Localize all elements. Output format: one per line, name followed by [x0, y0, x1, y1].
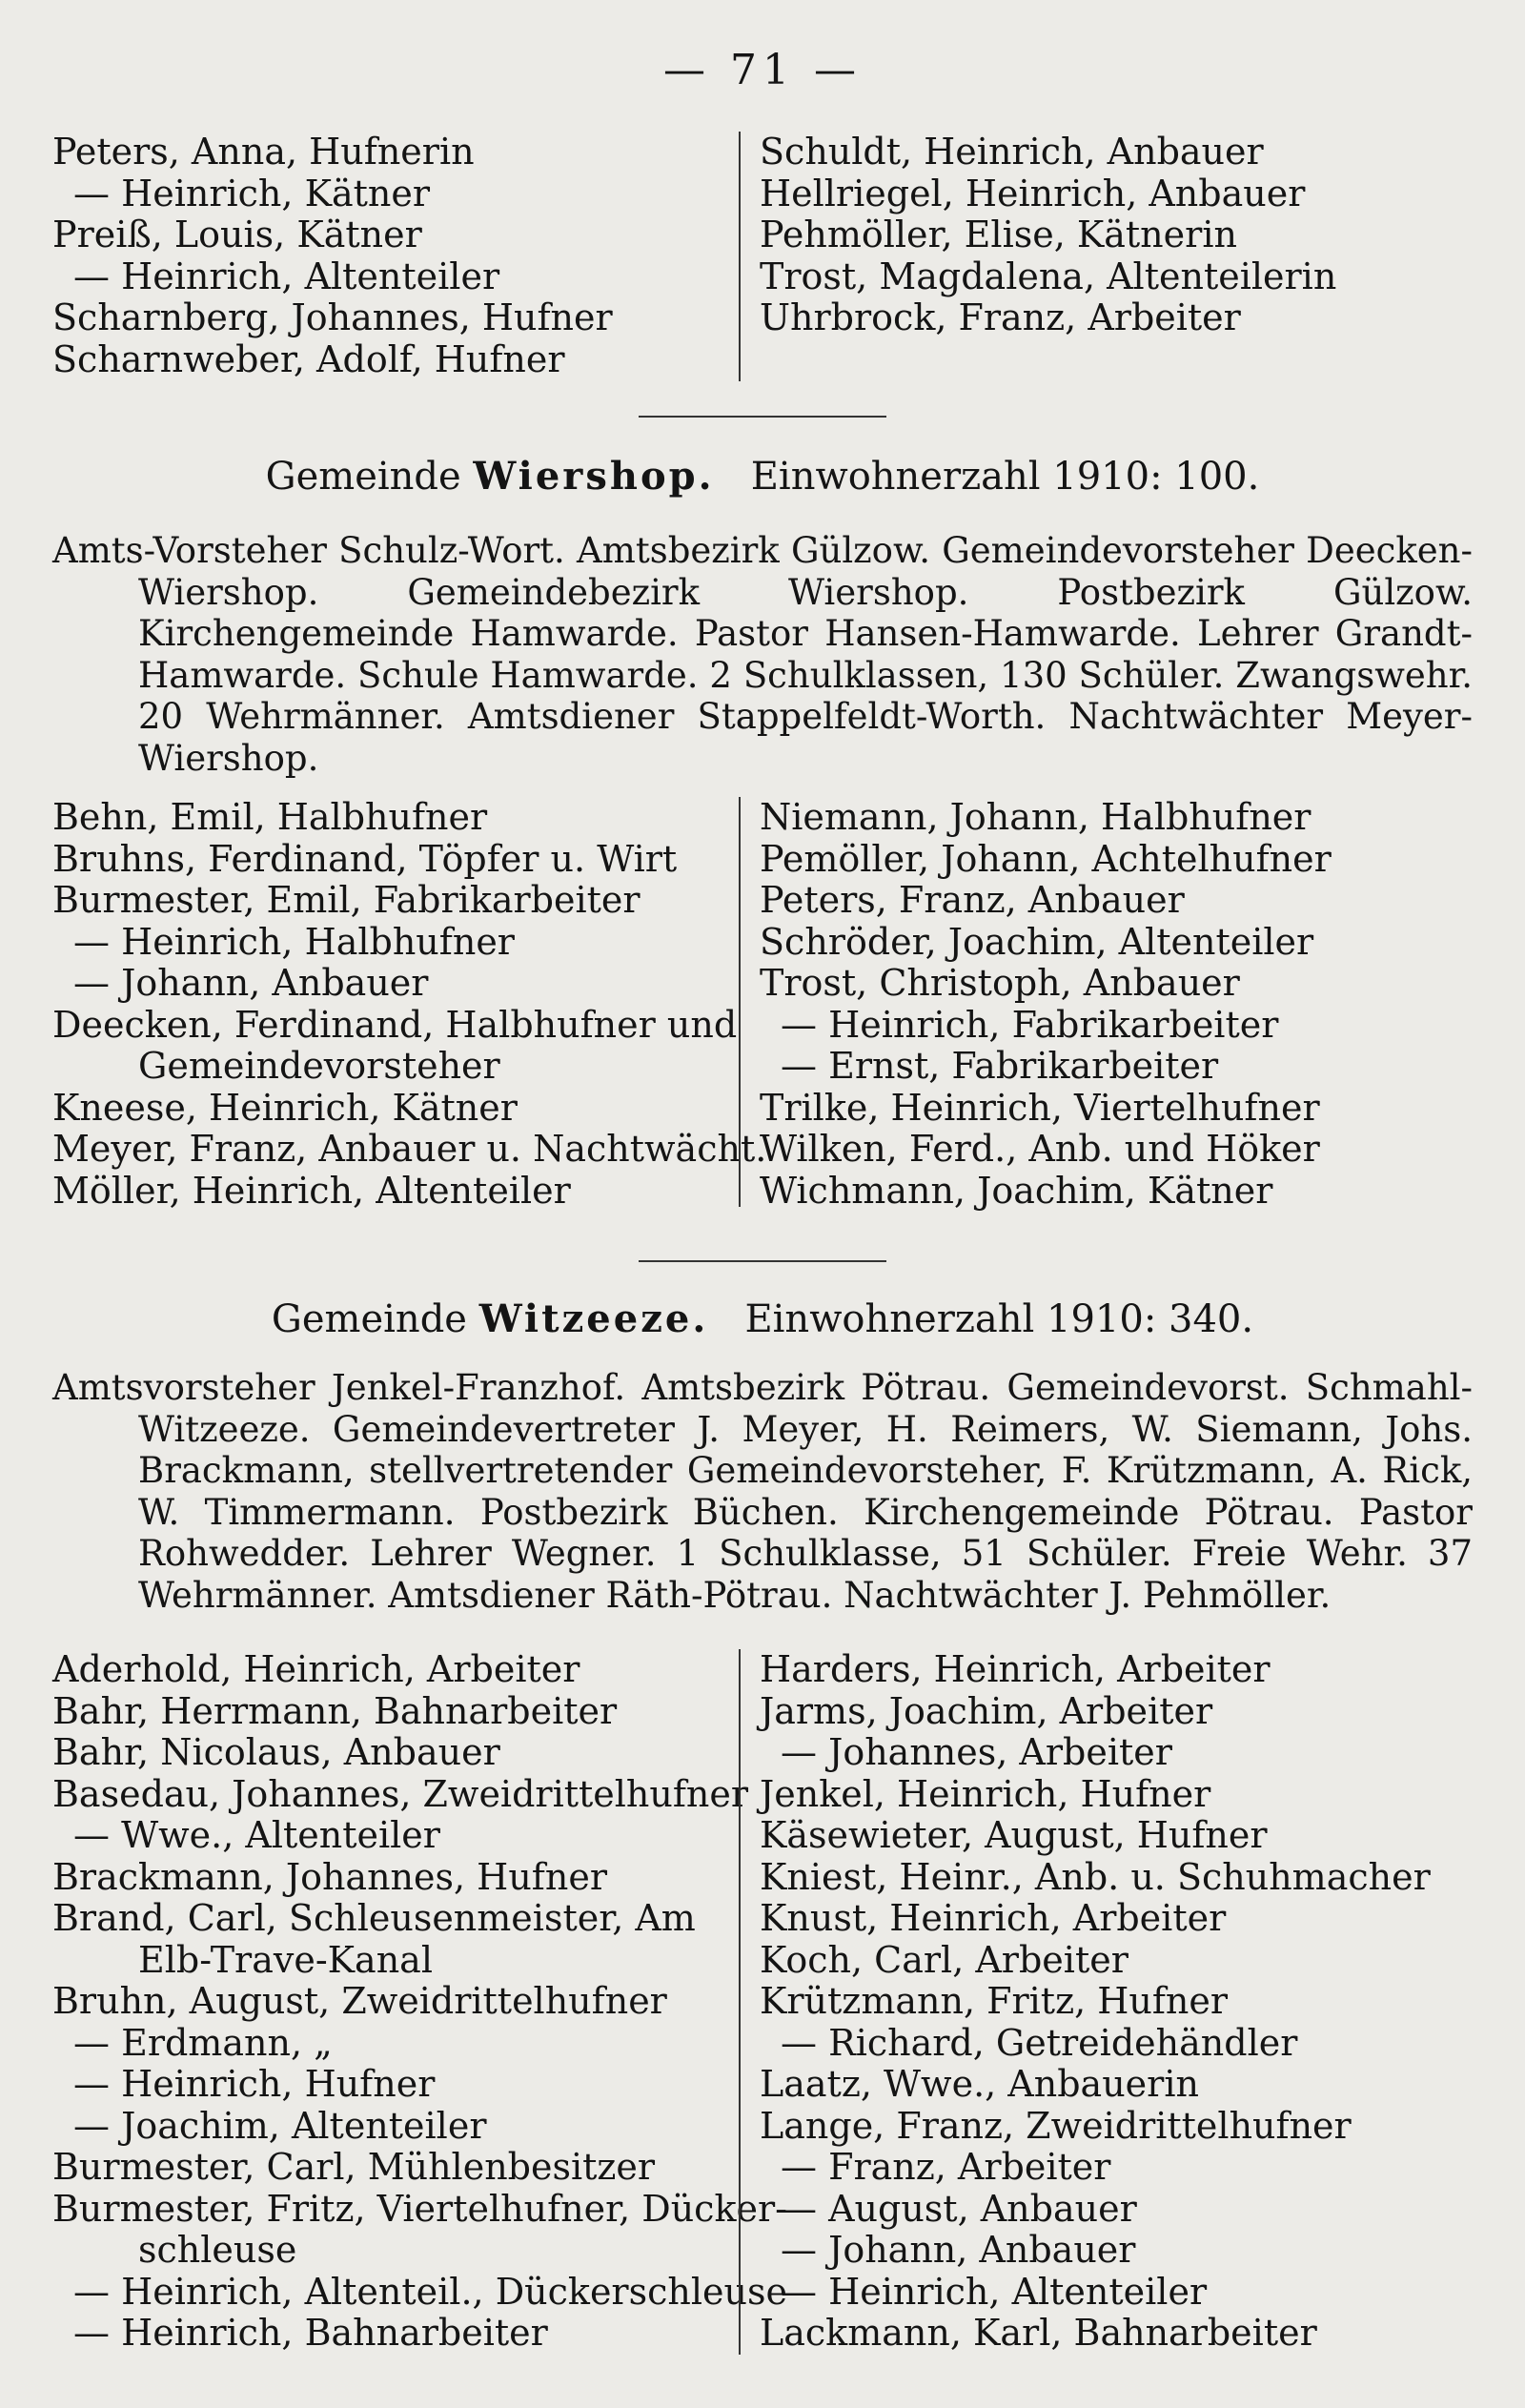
top-columns: [52, 132, 1446, 381]
list-entry: Schröder, Joachim, Altenteiler: [760, 920, 1314, 963]
list-entry: Aderhold, Heinrich, Arbeiter: [52, 1648, 580, 1690]
list-entry: Laatz, Wwe., Anbauerin: [760, 2063, 1199, 2105]
heading-place: Witzeeze.: [478, 1296, 709, 1341]
list-entry: Uhrbrock, Franz, Arbeiter: [760, 296, 1241, 338]
list-entry: Bahr, Nicolaus, Anbauer: [52, 1731, 500, 1773]
heading-population: Einwohnerzahl 1910: 340.: [744, 1297, 1254, 1341]
list-entry: Lackmann, Karl, Bahnarbeiter: [760, 2312, 1317, 2354]
page-number: — 71 —: [663, 46, 862, 94]
list-entry: Brackmann, Johannes, Hufner: [52, 1855, 607, 1898]
list-entry: Peters, Franz, Anbauer: [760, 879, 1185, 921]
list-entry: Möller, Heinrich, Altenteiler: [52, 1169, 571, 1212]
list-entry: — Heinrich, Altenteil., Dückerschleuse: [73, 2270, 787, 2313]
list-entry: Pehmöller, Elise, Kätnerin: [760, 214, 1237, 255]
list-entry: Scharnberg, Johannes, Hufner: [52, 296, 613, 338]
list-entry: Pemöller, Johann, Achtelhufner: [760, 837, 1332, 880]
list-entry: — Wwe., Altenteiler: [73, 1814, 440, 1856]
list-entry: Trost, Magdalena, Altenteilerin: [760, 255, 1337, 297]
list-entry: — Johann, Anbauer: [73, 962, 429, 1004]
list-entry: Bruhns, Ferdinand, Töpfer u. Wirt: [52, 837, 678, 880]
wiershop-right-column: [741, 797, 1446, 1212]
list-entry: — Heinrich, Hufner: [73, 2063, 436, 2105]
section-heading-witzeeze: [0, 1296, 1525, 1341]
list-entry: Gemeindevorsteher: [138, 1045, 500, 1087]
list-entry: Kniest, Heinr., Anb. u. Schuhmacher: [760, 1855, 1431, 1898]
wiershop-left-column: [52, 796, 767, 1212]
heading-population: Einwohnerzahl 1910: 100.: [750, 455, 1260, 499]
list-entry: — Erdmann, „: [73, 2021, 333, 2064]
paragraph-text: Amts-Vorsteher Schulz-Wort. Amtsbezirk Gülzow. Gemeindevorsteher Deecken-Wiershop. Gemeindebezirk Wiershop. Postbezirk Gülzow. Kirchengemeinde Hamwarde. Pastor Hansen-Hamwarde. Lehrer Grandt-Hamwarde. Schule Hamwarde. 2 Schulklassen, 130 Schüler. Zwangswehr. 20 Wehrmänner. Amtsdiener Stappelfeldt-Worth. Nachtwächter Meyer-Wiershop.: [52, 530, 1473, 779]
list-entry: Bahr, Herrmann, Bahnarbeiter: [52, 1689, 618, 1732]
list-entry: Elb-Trave-Kanal: [138, 1938, 433, 1981]
list-entry: Harders, Heinrich, Arbeiter: [760, 1648, 1271, 1690]
list-entry: Bruhn, August, Zweidrittelhufner: [52, 1980, 667, 2022]
heading-place: Wiershop.: [473, 454, 715, 499]
list-entry: Deecken, Ferdinand, Halbhufner und: [52, 1003, 738, 1046]
list-entry: Peters, Anna, Hufnerin: [52, 131, 475, 173]
section-heading-wiershop: [0, 454, 1525, 499]
wiershop-columns: [52, 797, 1446, 1212]
list-entry: — Johann, Anbauer: [781, 2229, 1136, 2271]
paragraph-text: Amtsvorsteher Jenkel-Franzhof. Amtsbezirk Pötrau. Gemeindevorst. Schmahl-Witzeeze. Gemeindevertreter J. Meyer, H. Reimers, W. Siemann, Johs. Brackmann, stellvertretender Gemeindevorsteher, F. Krützmann, A. Rick, W. Timmermann. Postbezirk Büchen. Kirchengemeinde Pötrau. Pastor Rohwedder. Lehrer Wegner. 1 Schulklasse, 51 Schüler. Freie Wehr. 37 Wehrmänner. Amtsdiener Räth-Pötrau. Nachtwächter J. Pehmöller.: [52, 1367, 1473, 1616]
section-paragraph-wiershop: [52, 530, 1473, 779]
top-left-column: [52, 132, 739, 381]
list-entry: Burmester, Emil, Fabrikarbeiter: [52, 879, 640, 921]
list-entry: — Heinrich, Altenteiler: [73, 255, 500, 297]
list-entry: Jarms, Joachim, Arbeiter: [760, 1689, 1213, 1732]
list-entry: schleuse: [138, 2229, 297, 2271]
list-entry: Hellriegel, Heinrich, Anbauer: [760, 172, 1306, 214]
witzeeze-right-column: [741, 1649, 1446, 2355]
list-entry: Koch, Carl, Arbeiter: [760, 1938, 1128, 1981]
list-entry: — Heinrich, Fabrikarbeiter: [781, 1003, 1279, 1046]
list-entry: — Johannes, Arbeiter: [781, 1731, 1172, 1773]
witzeeze-left-column: [52, 1648, 787, 2355]
list-entry: — Franz, Arbeiter: [781, 2146, 1111, 2188]
list-entry: Brand, Carl, Schleusenmeister, Am: [52, 1897, 696, 1939]
heading-prefix: Gemeinde: [265, 455, 461, 499]
list-entry: Meyer, Franz, Anbauer u. Nachtwächt.: [52, 1128, 767, 1170]
list-entry: Knust, Heinrich, Arbeiter: [760, 1897, 1227, 1939]
list-entry: Schuldt, Heinrich, Anbauer: [760, 131, 1264, 173]
list-entry: Basedau, Johannes, Zweidrittelhufner: [52, 1772, 749, 1815]
section-divider: [639, 1260, 886, 1262]
list-entry: Lange, Franz, Zweidrittelhufner: [760, 2104, 1352, 2147]
heading-prefix: Gemeinde: [271, 1297, 467, 1341]
list-entry: Krützmann, Fritz, Hufner: [760, 1980, 1229, 2022]
list-entry: — Richard, Getreidehändler: [781, 2021, 1298, 2064]
list-entry: Trost, Christoph, Anbauer: [760, 962, 1240, 1004]
list-entry: Burmester, Fritz, Viertelhufner, Dücker-: [52, 2187, 787, 2230]
section-paragraph-witzeeze: [52, 1367, 1473, 1616]
list-entry: — Heinrich, Kätner: [73, 172, 431, 214]
list-entry: Burmester, Carl, Mühlenbesitzer: [52, 2146, 656, 2188]
list-entry: Behn, Emil, Halbhufner: [52, 796, 488, 838]
list-entry: Wichmann, Joachim, Kätner: [760, 1169, 1273, 1212]
list-entry: Käsewieter, August, Hufner: [760, 1814, 1268, 1856]
list-entry: — August, Anbauer: [781, 2187, 1137, 2230]
witzeeze-columns: [52, 1649, 1446, 2355]
top-right-column: [741, 132, 1446, 381]
list-entry: — Heinrich, Altenteiler: [781, 2270, 1208, 2313]
section-divider: [639, 416, 886, 418]
list-entry: Scharnweber, Adolf, Hufner: [52, 337, 565, 380]
list-entry: Kneese, Heinrich, Kätner: [52, 1086, 518, 1129]
list-entry: Wilken, Ferd., Anb. und Höker: [760, 1128, 1320, 1170]
list-entry: — Ernst, Fabrikarbeiter: [781, 1045, 1219, 1087]
list-entry: Preiß, Louis, Kätner: [52, 214, 422, 255]
list-entry: Niemann, Johann, Halbhufner: [760, 796, 1312, 838]
list-entry: — Joachim, Altenteiler: [73, 2104, 487, 2147]
list-entry: — Heinrich, Halbhufner: [73, 920, 515, 963]
list-entry: Trilke, Heinrich, Viertelhufner: [760, 1086, 1320, 1129]
list-entry: — Heinrich, Bahnarbeiter: [73, 2312, 548, 2354]
list-entry: Jenkel, Heinrich, Hufner: [760, 1772, 1211, 1815]
